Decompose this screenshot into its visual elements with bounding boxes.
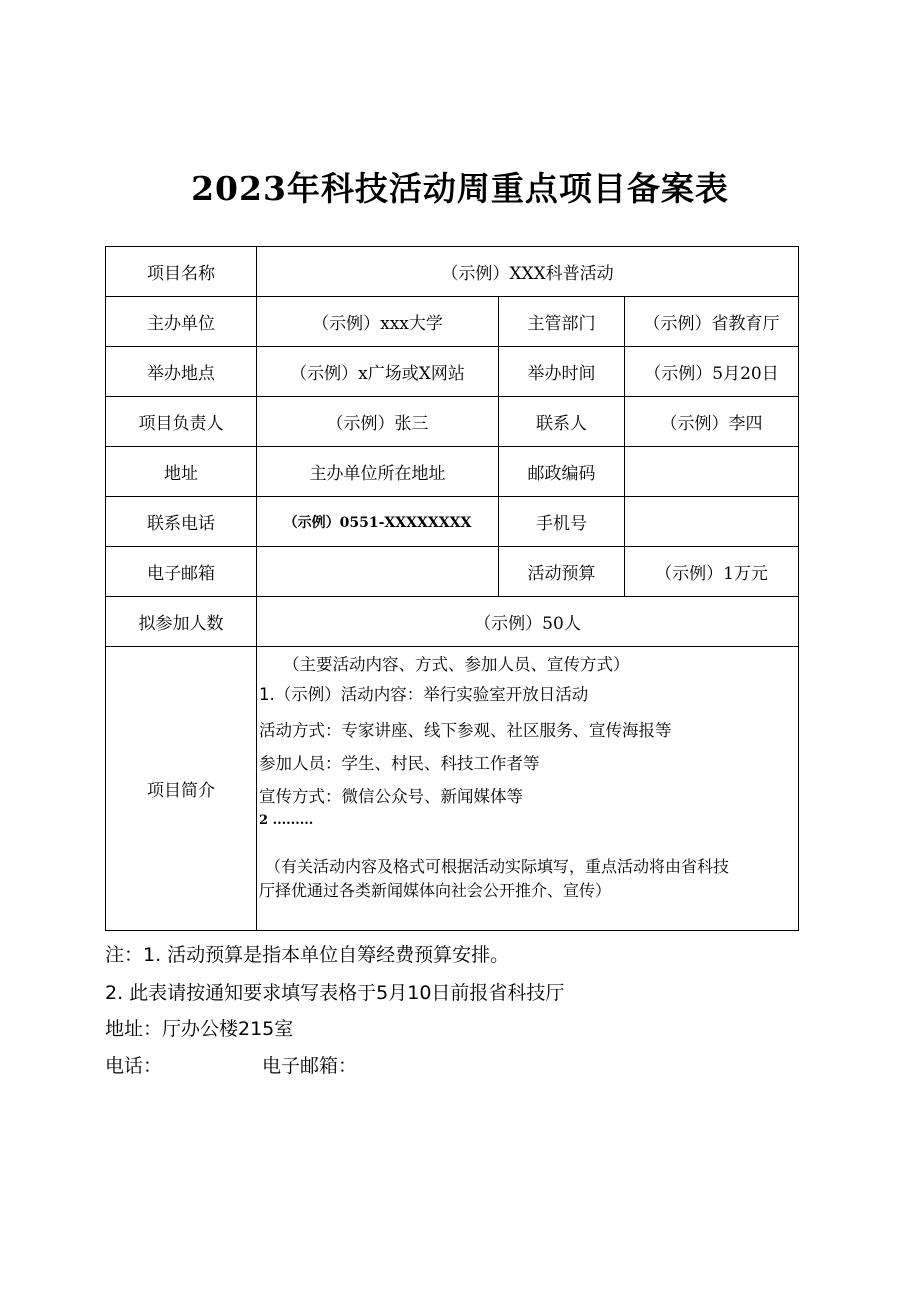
intro-label: 项目简介 bbox=[106, 647, 257, 931]
mobile-value[interactable] bbox=[625, 497, 799, 547]
phone-label: 联系电话 bbox=[106, 497, 257, 547]
intro-header: （主要活动内容、方式、参加人员、宣传方式） bbox=[283, 655, 630, 674]
supervisor-value: （示例）省教育厅 bbox=[625, 297, 799, 347]
project-name-value: （示例）XXX科普活动 bbox=[257, 247, 799, 297]
budget-label: 活动预算 bbox=[499, 547, 625, 597]
intro-note-line: 厅择优通过各类新闻媒体向社会公开推介、宣传） bbox=[259, 881, 612, 900]
host-unit-value: （示例）xxx大学 bbox=[257, 297, 499, 347]
page-title: 2023年科技活动周重点项目备案表 bbox=[191, 169, 729, 208]
host-unit-label: 主办单位 bbox=[106, 297, 257, 347]
venue-label: 举办地点 bbox=[106, 347, 257, 397]
supervisor-label: 主管部门 bbox=[499, 297, 625, 347]
table-row bbox=[106, 597, 799, 647]
intro-line: 参加人员：学生、村民、科技工作者等 bbox=[259, 754, 540, 773]
leader-label: 项目负责人 bbox=[106, 397, 257, 447]
venue-value: （示例）x广场或X网站 bbox=[257, 347, 499, 397]
table-row bbox=[106, 497, 799, 547]
budget-value: （示例）1万元 bbox=[625, 547, 799, 597]
contact-label: 联系人 bbox=[499, 397, 625, 447]
time-value: （示例）5月20日 bbox=[625, 347, 799, 397]
table-row bbox=[106, 647, 799, 931]
email-label: 电子邮箱 bbox=[106, 547, 257, 597]
mobile-label: 手机号 bbox=[499, 497, 625, 547]
note-contact-row bbox=[105, 1051, 358, 1078]
time-label: 举办时间 bbox=[499, 347, 625, 397]
intro-line: 活动方式：专家讲座、线下参观、社区服务、宣传海报等 bbox=[259, 721, 672, 740]
intro-note-line: （有关活动内容及格式可根据活动实际填写，重点活动将由省科技 bbox=[265, 857, 730, 876]
registration-form-table bbox=[105, 246, 799, 931]
phone-value: （示例）0551-XXXXXXXX bbox=[257, 497, 499, 547]
postcode-label: 邮政编码 bbox=[499, 447, 625, 497]
note-line-1: 注：1. 活动预算是指本单位自筹经费预算安排。 bbox=[105, 944, 510, 966]
intro-line: 2 ......... bbox=[259, 813, 314, 828]
table-row bbox=[106, 547, 799, 597]
intro-line: 1.（示例）活动内容：举行实验室开放日活动 bbox=[259, 685, 589, 704]
address-label: 地址 bbox=[106, 447, 257, 497]
note-email-label: 电子邮箱： bbox=[262, 1055, 358, 1077]
postcode-value[interactable] bbox=[625, 447, 799, 497]
intro-line: 宣传方式：微信公众号、新闻媒体等 bbox=[259, 787, 523, 806]
table-row bbox=[106, 347, 799, 397]
email-value[interactable] bbox=[257, 547, 499, 597]
table-row bbox=[106, 247, 799, 297]
contact-value: （示例）李四 bbox=[625, 397, 799, 447]
table-row bbox=[106, 297, 799, 347]
note-phone-label: 电话： bbox=[105, 1055, 163, 1077]
intro-content bbox=[257, 647, 799, 931]
participants-label: 拟参加人数 bbox=[106, 597, 257, 647]
table-row bbox=[106, 447, 799, 497]
participants-value: （示例）50人 bbox=[257, 597, 799, 647]
leader-value: （示例）张三 bbox=[257, 397, 499, 447]
note-address: 地址：厅办公楼215室 bbox=[105, 1018, 294, 1040]
address-value: 主办单位所在地址 bbox=[257, 447, 499, 497]
note-line-2: 2. 此表请按通知要求填写表格于5月10日前报省科技厅 bbox=[105, 982, 565, 1004]
project-name-label: 项目名称 bbox=[106, 247, 257, 297]
table-row bbox=[106, 397, 799, 447]
